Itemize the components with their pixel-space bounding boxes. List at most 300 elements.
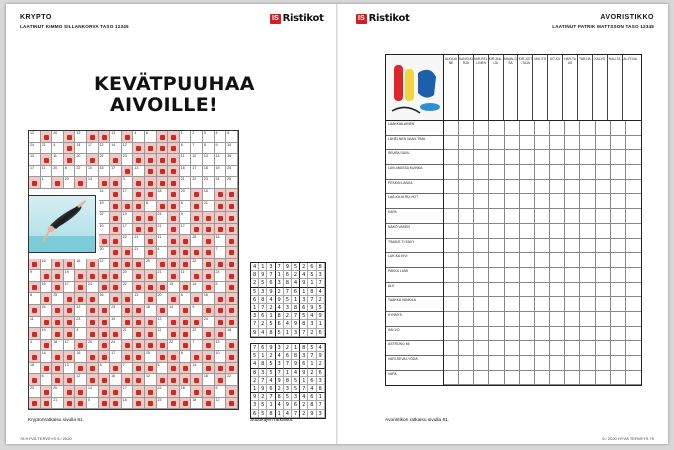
- krypto-cell[interactable]: [52, 363, 64, 375]
- avoristikko-answer-cell[interactable]: [474, 327, 489, 342]
- avoristikko-answer-cell[interactable]: [626, 312, 641, 327]
- krypto-cell[interactable]: 11: [157, 328, 169, 340]
- avoristikko-answer-cell[interactable]: [505, 180, 520, 195]
- avoristikko-answer-cell[interactable]: [580, 224, 595, 239]
- avoristikko-answer-cell[interactable]: [459, 209, 474, 224]
- krypto-cell[interactable]: 18: [157, 189, 169, 201]
- krypto-cell[interactable]: 18: [203, 374, 215, 386]
- avoristikko-answer-cell[interactable]: [611, 327, 626, 342]
- krypto-cell[interactable]: [41, 154, 53, 166]
- krypto-cell[interactable]: [168, 189, 180, 201]
- avoristikko-answer-cell[interactable]: [626, 209, 641, 224]
- krypto-cell[interactable]: 17: [122, 189, 134, 201]
- krypto-cell[interactable]: [99, 317, 111, 329]
- krypto-cell[interactable]: 18: [29, 363, 41, 375]
- avoristikko-answer-cell[interactable]: [535, 283, 550, 298]
- avoristikko-answer-cell[interactable]: [520, 297, 535, 312]
- krypto-cell[interactable]: 13: [203, 154, 215, 166]
- krypto-cell[interactable]: [226, 305, 238, 317]
- avoristikko-answer-cell[interactable]: [459, 312, 474, 327]
- krypto-cell[interactable]: [191, 351, 203, 363]
- krypto-cell[interactable]: [145, 177, 157, 189]
- avoristikko-answer-cell[interactable]: [626, 121, 641, 136]
- avoristikko-answer-cell[interactable]: [474, 180, 489, 195]
- krypto-cell[interactable]: [157, 374, 169, 386]
- avoristikko-answer-cell[interactable]: [489, 312, 504, 327]
- krypto-cell[interactable]: 5: [226, 131, 238, 143]
- krypto-cell[interactable]: [87, 363, 99, 375]
- krypto-cell[interactable]: 11: [180, 154, 192, 166]
- avoristikko-answer-cell[interactable]: [444, 356, 459, 371]
- avoristikko-answer-cell[interactable]: [459, 150, 474, 165]
- krypto-cell[interactable]: [122, 131, 134, 143]
- avoristikko-answer-cell[interactable]: [474, 165, 489, 180]
- avoristikko-answer-cell[interactable]: [565, 297, 580, 312]
- krypto-cell[interactable]: [180, 374, 192, 386]
- avoristikko-answer-cell[interactable]: [611, 268, 626, 283]
- krypto-cell[interactable]: 18: [226, 328, 238, 340]
- krypto-cell[interactable]: 5: [87, 398, 99, 410]
- avoristikko-answer-cell[interactable]: [459, 283, 474, 298]
- krypto-cell[interactable]: [191, 293, 203, 305]
- krypto-cell[interactable]: [87, 351, 99, 363]
- krypto-cell[interactable]: [145, 398, 157, 410]
- krypto-cell[interactable]: [133, 143, 145, 155]
- krypto-cell[interactable]: 5: [215, 386, 227, 398]
- avoristikko-answer-cell[interactable]: [565, 121, 580, 136]
- krypto-cell[interactable]: 17: [110, 166, 122, 178]
- krypto-cell[interactable]: 22: [168, 340, 180, 352]
- krypto-cell[interactable]: 21: [203, 201, 215, 213]
- krypto-cell[interactable]: [87, 270, 99, 282]
- avoristikko-answer-cell[interactable]: [444, 194, 459, 209]
- krypto-cell[interactable]: 24: [41, 305, 53, 317]
- krypto-cell[interactable]: [99, 328, 111, 340]
- krypto-cell[interactable]: 8: [29, 293, 41, 305]
- avoristikko-answer-cell[interactable]: [550, 327, 565, 342]
- avoristikko-answer-cell[interactable]: [520, 239, 535, 254]
- krypto-cell[interactable]: [226, 270, 238, 282]
- avoristikko-answer-cell[interactable]: [505, 283, 520, 298]
- krypto-cell[interactable]: [87, 293, 99, 305]
- avoristikko-answer-cell[interactable]: [505, 371, 520, 386]
- krypto-cell[interactable]: [75, 177, 87, 189]
- krypto-cell[interactable]: 14: [168, 305, 180, 317]
- avoristikko-answer-cell[interactable]: [611, 150, 626, 165]
- avoristikko-answer-cell[interactable]: [611, 253, 626, 268]
- krypto-cell[interactable]: [122, 247, 134, 259]
- avoristikko-answer-cell[interactable]: [535, 239, 550, 254]
- avoristikko-answer-cell[interactable]: [550, 180, 565, 195]
- krypto-cell[interactable]: [133, 305, 145, 317]
- krypto-cell[interactable]: [168, 328, 180, 340]
- avoristikko-answer-cell[interactable]: [626, 165, 641, 180]
- krypto-cell[interactable]: 19: [215, 166, 227, 178]
- avoristikko-answer-cell[interactable]: [474, 312, 489, 327]
- krypto-cell[interactable]: [168, 363, 180, 375]
- avoristikko-answer-cell[interactable]: [626, 371, 641, 386]
- krypto-cell[interactable]: [110, 386, 122, 398]
- avoristikko-answer-cell[interactable]: [505, 194, 520, 209]
- krypto-cell[interactable]: [180, 340, 192, 352]
- krypto-cell[interactable]: 19: [122, 212, 134, 224]
- avoristikko-answer-cell[interactable]: [596, 194, 611, 209]
- krypto-cell[interactable]: [168, 351, 180, 363]
- krypto-cell[interactable]: [64, 131, 76, 143]
- krypto-cell[interactable]: [87, 317, 99, 329]
- krypto-cell[interactable]: 6: [180, 143, 192, 155]
- avoristikko-answer-cell[interactable]: [565, 341, 580, 356]
- krypto-cell[interactable]: [110, 259, 122, 271]
- avoristikko-answer-cell[interactable]: [459, 268, 474, 283]
- krypto-cell[interactable]: 10: [215, 351, 227, 363]
- krypto-cell[interactable]: [226, 386, 238, 398]
- krypto-cell[interactable]: 21: [41, 143, 53, 155]
- krypto-cell[interactable]: [99, 305, 111, 317]
- krypto-cell[interactable]: 3: [203, 131, 215, 143]
- krypto-cell[interactable]: [157, 166, 169, 178]
- krypto-cell[interactable]: [157, 154, 169, 166]
- krypto-cell[interactable]: [145, 340, 157, 352]
- avoristikko-answer-cell[interactable]: [580, 356, 595, 371]
- avoristikko-answer-cell[interactable]: [596, 150, 611, 165]
- krypto-cell[interactable]: 4: [52, 143, 64, 155]
- avoristikko-answer-cell[interactable]: [520, 209, 535, 224]
- avoristikko-answer-cell[interactable]: [535, 312, 550, 327]
- krypto-cell[interactable]: [203, 235, 215, 247]
- avoristikko-answer-cell[interactable]: [489, 356, 504, 371]
- avoristikko-answer-cell[interactable]: [626, 268, 641, 283]
- avoristikko-answer-cell[interactable]: [474, 253, 489, 268]
- krypto-cell[interactable]: [203, 351, 215, 363]
- avoristikko-answer-cell[interactable]: [565, 194, 580, 209]
- avoristikko-answer-cell[interactable]: [535, 209, 550, 224]
- avoristikko-answer-cell[interactable]: [580, 180, 595, 195]
- krypto-cell[interactable]: 18: [215, 235, 227, 247]
- avoristikko-answer-cell[interactable]: [444, 341, 459, 356]
- avoristikko-answer-cell[interactable]: [520, 136, 535, 151]
- krypto-cell[interactable]: 8: [180, 351, 192, 363]
- krypto-cell[interactable]: 21: [180, 177, 192, 189]
- krypto-cell[interactable]: 22: [191, 259, 203, 271]
- krypto-cell[interactable]: 12: [29, 131, 41, 143]
- avoristikko-answer-cell[interactable]: [596, 165, 611, 180]
- avoristikko-answer-cell[interactable]: [520, 327, 535, 342]
- krypto-cell[interactable]: [145, 247, 157, 259]
- avoristikko-answer-cell[interactable]: [474, 150, 489, 165]
- krypto-cell[interactable]: 7: [191, 143, 203, 155]
- avoristikko-answer-cell[interactable]: [505, 224, 520, 239]
- avoristikko-answer-cell[interactable]: [444, 283, 459, 298]
- krypto-cell[interactable]: [41, 398, 53, 410]
- avoristikko-answer-cell[interactable]: [535, 297, 550, 312]
- avoristikko-answer-cell[interactable]: [459, 239, 474, 254]
- avoristikko-answer-cell[interactable]: [520, 224, 535, 239]
- krypto-cell[interactable]: 22: [99, 154, 111, 166]
- krypto-cell[interactable]: [133, 224, 145, 236]
- avoristikko-answer-cell[interactable]: [626, 253, 641, 268]
- avoristikko-answer-cell[interactable]: [535, 194, 550, 209]
- krypto-cell[interactable]: [133, 328, 145, 340]
- krypto-cell[interactable]: [52, 351, 64, 363]
- krypto-cell[interactable]: [110, 398, 122, 410]
- avoristikko-answer-cell[interactable]: [459, 371, 474, 386]
- krypto-cell[interactable]: [122, 201, 134, 213]
- krypto-cell[interactable]: [87, 305, 99, 317]
- krypto-cell[interactable]: [64, 317, 76, 329]
- krypto-cell[interactable]: [110, 293, 122, 305]
- krypto-cell[interactable]: [157, 131, 169, 143]
- krypto-cell[interactable]: [203, 212, 215, 224]
- krypto-cell[interactable]: 7: [215, 247, 227, 259]
- krypto-cell[interactable]: [133, 189, 145, 201]
- avoristikko-answer-cell[interactable]: [459, 341, 474, 356]
- krypto-cell[interactable]: [133, 386, 145, 398]
- krypto-cell[interactable]: 10: [87, 166, 99, 178]
- krypto-cell[interactable]: [99, 340, 111, 352]
- avoristikko-answer-cell[interactable]: [459, 121, 474, 136]
- krypto-cell[interactable]: [226, 293, 238, 305]
- krypto-cell[interactable]: 14: [87, 177, 99, 189]
- avoristikko-answer-cell[interactable]: [520, 180, 535, 195]
- krypto-cell[interactable]: 7: [122, 363, 134, 375]
- krypto-cell[interactable]: 14: [215, 154, 227, 166]
- krypto-cell[interactable]: [145, 386, 157, 398]
- krypto-cell[interactable]: [133, 270, 145, 282]
- avoristikko-answer-cell[interactable]: [626, 180, 641, 195]
- avoristikko-answer-cell[interactable]: [611, 371, 626, 386]
- avoristikko-answer-cell[interactable]: [565, 224, 580, 239]
- krypto-cell[interactable]: [191, 386, 203, 398]
- krypto-cell[interactable]: [29, 305, 41, 317]
- krypto-cell[interactable]: [226, 247, 238, 259]
- krypto-cell[interactable]: 22: [122, 282, 134, 294]
- krypto-cell[interactable]: [226, 363, 238, 375]
- krypto-cell[interactable]: [168, 259, 180, 271]
- krypto-cell[interactable]: 19: [41, 328, 53, 340]
- avoristikko-answer-cell[interactable]: [520, 283, 535, 298]
- krypto-cell[interactable]: [157, 201, 169, 213]
- krypto-cell[interactable]: [215, 374, 227, 386]
- avoristikko-answer-cell[interactable]: [550, 165, 565, 180]
- krypto-cell[interactable]: [122, 374, 134, 386]
- krypto-cell[interactable]: [203, 328, 215, 340]
- krypto-cell[interactable]: [145, 363, 157, 375]
- avoristikko-answer-cell[interactable]: [444, 297, 459, 312]
- krypto-cell[interactable]: [145, 224, 157, 236]
- avoristikko-answer-cell[interactable]: [550, 283, 565, 298]
- krypto-cell[interactable]: [145, 270, 157, 282]
- krypto-cell[interactable]: 19: [99, 201, 111, 213]
- krypto-cell[interactable]: [145, 282, 157, 294]
- avoristikko-answer-cell[interactable]: [489, 327, 504, 342]
- krypto-cell[interactable]: 14: [87, 386, 99, 398]
- avoristikko-answer-cell[interactable]: [565, 165, 580, 180]
- avoristikko-answer-cell[interactable]: [626, 224, 641, 239]
- krypto-cell[interactable]: [75, 270, 87, 282]
- krypto-cell[interactable]: [110, 189, 122, 201]
- avoristikko-answer-cell[interactable]: [550, 209, 565, 224]
- krypto-cell[interactable]: 8: [180, 201, 192, 213]
- avoristikko-answer-cell[interactable]: [535, 268, 550, 283]
- krypto-cell[interactable]: [145, 143, 157, 155]
- krypto-cell[interactable]: 13: [157, 317, 169, 329]
- krypto-cell[interactable]: [29, 398, 41, 410]
- avoristikko-answer-cell[interactable]: [489, 283, 504, 298]
- krypto-cell[interactable]: [215, 224, 227, 236]
- krypto-cell[interactable]: [133, 374, 145, 386]
- krypto-cell[interactable]: 13: [64, 363, 76, 375]
- avoristikko-answer-cell[interactable]: [505, 253, 520, 268]
- krypto-cell[interactable]: 19: [64, 270, 76, 282]
- krypto-cell[interactable]: [52, 282, 64, 294]
- krypto-cell[interactable]: 9: [29, 270, 41, 282]
- krypto-cell[interactable]: 20: [145, 259, 157, 271]
- avoristikko-answer-cell[interactable]: [626, 150, 641, 165]
- krypto-cell[interactable]: 21: [157, 270, 169, 282]
- krypto-cell[interactable]: 12: [122, 143, 134, 155]
- krypto-cell[interactable]: 18: [145, 305, 157, 317]
- krypto-cell[interactable]: [99, 270, 111, 282]
- avoristikko-answer-cell[interactable]: [535, 327, 550, 342]
- avoristikko-answer-cell[interactable]: [550, 239, 565, 254]
- krypto-cell[interactable]: 20: [75, 154, 87, 166]
- avoristikko-answer-cell[interactable]: [535, 341, 550, 356]
- avoristikko-answer-cell[interactable]: [520, 371, 535, 386]
- krypto-cell[interactable]: [215, 317, 227, 329]
- krypto-cell[interactable]: [133, 363, 145, 375]
- avoristikko-answer-cell[interactable]: [565, 268, 580, 283]
- avoristikko-answer-cell[interactable]: [474, 297, 489, 312]
- krypto-cell[interactable]: 2: [191, 131, 203, 143]
- avoristikko-answer-cell[interactable]: [611, 283, 626, 298]
- krypto-cell[interactable]: 20: [122, 270, 134, 282]
- avoristikko-answer-cell[interactable]: [596, 253, 611, 268]
- krypto-cell[interactable]: 9: [180, 212, 192, 224]
- krypto-cell[interactable]: 4: [133, 131, 145, 143]
- avoristikko-answer-cell[interactable]: [505, 209, 520, 224]
- krypto-cell[interactable]: [64, 398, 76, 410]
- avoristikko-answer-cell[interactable]: [550, 268, 565, 283]
- krypto-cell[interactable]: [87, 328, 99, 340]
- avoristikko-answer-cell[interactable]: [626, 297, 641, 312]
- avoristikko-answer-cell[interactable]: [444, 150, 459, 165]
- krypto-cell[interactable]: [99, 177, 111, 189]
- krypto-cell[interactable]: [215, 305, 227, 317]
- krypto-cell[interactable]: 23: [203, 177, 215, 189]
- krypto-cell[interactable]: 14: [75, 143, 87, 155]
- krypto-cell[interactable]: 9: [191, 305, 203, 317]
- krypto-cell[interactable]: [110, 177, 122, 189]
- avoristikko-answer-cell[interactable]: [489, 180, 504, 195]
- krypto-cell[interactable]: 22: [191, 177, 203, 189]
- avoristikko-answer-cell[interactable]: [505, 268, 520, 283]
- krypto-cell[interactable]: 15: [99, 166, 111, 178]
- avoristikko-answer-cell[interactable]: [520, 194, 535, 209]
- krypto-cell[interactable]: 16: [99, 293, 111, 305]
- krypto-cell[interactable]: [110, 328, 122, 340]
- avoristikko-answer-cell[interactable]: [505, 312, 520, 327]
- krypto-cell[interactable]: [157, 177, 169, 189]
- krypto-cell[interactable]: [180, 235, 192, 247]
- avoristikko-answer-cell[interactable]: [580, 121, 595, 136]
- avoristikko-answer-cell[interactable]: [580, 327, 595, 342]
- krypto-cell[interactable]: 16: [110, 374, 122, 386]
- avoristikko-answer-cell[interactable]: [626, 341, 641, 356]
- krypto-cell[interactable]: 16: [180, 166, 192, 178]
- krypto-cell[interactable]: [29, 177, 41, 189]
- krypto-cell[interactable]: 3: [29, 340, 41, 352]
- krypto-cell[interactable]: 13: [29, 154, 41, 166]
- krypto-cell[interactable]: [145, 235, 157, 247]
- krypto-cell[interactable]: [226, 282, 238, 294]
- krypto-cell[interactable]: [191, 224, 203, 236]
- krypto-cell[interactable]: [215, 293, 227, 305]
- krypto-cell[interactable]: [133, 340, 145, 352]
- avoristikko-answer-cell[interactable]: [474, 224, 489, 239]
- avoristikko-answer-cell[interactable]: [550, 150, 565, 165]
- avoristikko-answer-cell[interactable]: [474, 136, 489, 151]
- krypto-cell[interactable]: 12: [215, 398, 227, 410]
- krypto-cell[interactable]: [64, 351, 76, 363]
- avoristikko-answer-cell[interactable]: [535, 371, 550, 386]
- krypto-cell[interactable]: [168, 131, 180, 143]
- krypto-cell[interactable]: [87, 259, 99, 271]
- avoristikko-answer-cell[interactable]: [565, 327, 580, 342]
- krypto-cell[interactable]: 24: [215, 177, 227, 189]
- krypto-cell[interactable]: 13: [110, 131, 122, 143]
- krypto-cell[interactable]: [203, 259, 215, 271]
- krypto-cell[interactable]: [226, 235, 238, 247]
- krypto-cell[interactable]: 14: [110, 143, 122, 155]
- avoristikko-answer-cell[interactable]: [505, 327, 520, 342]
- avoristikko-answer-cell[interactable]: [520, 165, 535, 180]
- krypto-cell[interactable]: [180, 398, 192, 410]
- krypto-cell[interactable]: [75, 363, 87, 375]
- krypto-cell[interactable]: 5: [157, 363, 169, 375]
- avoristikko-answer-cell[interactable]: [444, 180, 459, 195]
- avoristikko-answer-cell[interactable]: [474, 239, 489, 254]
- krypto-cell[interactable]: 9: [215, 143, 227, 155]
- krypto-cell[interactable]: [52, 328, 64, 340]
- krypto-cell[interactable]: [52, 259, 64, 271]
- krypto-cell[interactable]: [64, 305, 76, 317]
- avoristikko-answer-cell[interactable]: [489, 165, 504, 180]
- avoristikko-answer-cell[interactable]: [459, 194, 474, 209]
- krypto-cell[interactable]: [99, 374, 111, 386]
- avoristikko-answer-cell[interactable]: [611, 165, 626, 180]
- avoristikko-answer-cell[interactable]: [535, 136, 550, 151]
- avoristikko-answer-cell[interactable]: [520, 356, 535, 371]
- avoristikko-answer-cell[interactable]: [520, 312, 535, 327]
- avoristikko-answer-cell[interactable]: [611, 121, 626, 136]
- avoristikko-answer-cell[interactable]: [444, 224, 459, 239]
- avoristikko-answer-cell[interactable]: [535, 121, 550, 136]
- krypto-cell[interactable]: [122, 259, 134, 271]
- krypto-cell[interactable]: 23: [122, 154, 134, 166]
- avoristikko-answer-cell[interactable]: [565, 356, 580, 371]
- krypto-cell[interactable]: [191, 270, 203, 282]
- avoristikko-answer-cell[interactable]: [596, 209, 611, 224]
- krypto-cell[interactable]: 19: [110, 317, 122, 329]
- avoristikko-answer-cell[interactable]: [505, 165, 520, 180]
- krypto-cell[interactable]: 16: [203, 189, 215, 201]
- krypto-cell[interactable]: [122, 351, 134, 363]
- krypto-cell[interactable]: [215, 212, 227, 224]
- krypto-cell[interactable]: [99, 235, 111, 247]
- krypto-cell[interactable]: [157, 351, 169, 363]
- krypto-cell[interactable]: [145, 293, 157, 305]
